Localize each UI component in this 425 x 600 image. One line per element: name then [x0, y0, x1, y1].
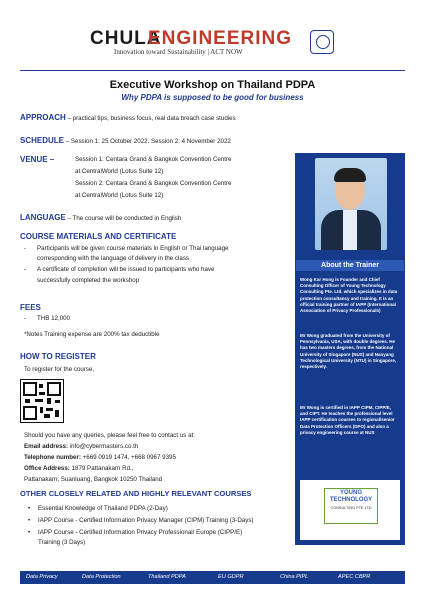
course-item-2: IAPP Course - Certified Information Privacy Manager (CIPM) Training (3-Days) [38, 517, 254, 524]
materials-bullet-2b: successfully completed the workshop [37, 277, 140, 284]
email-line [24, 443, 138, 450]
bullet-dash: - [24, 266, 27, 273]
approach-label: APPROACH [20, 113, 66, 122]
schedule-line [20, 130, 420, 148]
office-label: Office Address: [24, 465, 70, 472]
phone-value: +669 0919 1474, +668 0967 9395 [80, 454, 176, 461]
bullet-icon: • [28, 505, 31, 512]
office-value-2: Pattanakarn, Suanluang, Bangkok 10250 Thailand [24, 476, 163, 483]
phone-label: Telephone number: [24, 454, 81, 461]
logo-text-young: YOUNG [339, 490, 362, 496]
venue-line-3: Session 2: Centara Grand & Bangkok Convention Centre [75, 180, 232, 187]
qr-code-icon[interactable] [20, 379, 64, 423]
language-text: – The course will be conducted in English [65, 215, 182, 222]
phone-line [24, 454, 176, 461]
young-technology-logo [300, 480, 400, 540]
materials-bullet-2a: A certificate of completion will be issued to participants who have [37, 266, 215, 273]
venue-line-1: Session 1: Centara Grand & Bangkok Convention Centre [75, 156, 232, 163]
register-intro: To register for the course, [24, 366, 95, 373]
email-link[interactable]: info@cybermasters.co.th [68, 443, 139, 450]
trainer-bio-2: Mr Wong graduated from the University of Pennsylvania, USA, with double degrees. He has two masters degrees, from the National University of Singapore (NUS) and Nanyang Technological University (NTU) in Singapore, respectively. [300, 333, 397, 370]
venue-line-2: at CentralWorld (Lotus Suite 12) [75, 168, 164, 175]
fees-heading: FEES [20, 303, 41, 312]
footer-tag-apec-cbpr: APEC CBPR [338, 574, 371, 580]
schedule-text: – Session 1: 25 October 2022. Session 2: 4 November 2022 [64, 138, 231, 145]
other-courses-heading: OTHER CLOSELY RELATED AND HIGHLY RELEVANT COURSES [20, 489, 252, 498]
logo-text-consulting: CONSULTING PTE LTD [330, 506, 372, 510]
office-line [24, 465, 134, 472]
approach-text: – practical tips, business focus, real data breach case studies [65, 115, 236, 122]
footer-tag-china-pipl: China PIPL [280, 574, 309, 580]
page-title: Executive Workshop on Thailand PDPA [109, 79, 316, 91]
logo-engineering: ENGINEERING [148, 28, 293, 49]
bullet-dash: - [24, 245, 27, 252]
header-divider [20, 70, 405, 71]
language-line [20, 207, 300, 225]
office-value-1: 1879 Pattanakarn Rd., [69, 465, 134, 472]
course-item-3a: IAPP Course - Certified Information Privacy Professional/ Europe (CIPP/E) [38, 529, 243, 536]
course-item-1: Essential Knowledge of Thailand PDPA (2-Day) [38, 505, 168, 512]
register-heading: HOW TO REGISTER [20, 352, 96, 361]
trainer-bio-1: Wong Kar Hong is Founder and Chief Consulting Officer of Young Technology Consulting Pte. Ltd. which specializes in data protection consultancy and training. It is an official training partner of IAPP (International Association of Privacy Professionals) [300, 277, 398, 314]
photo-hair [334, 168, 366, 182]
materials-bullet-1b: corresponding with the language of delivery in the class [37, 255, 190, 262]
bullet-dash: - [24, 315, 27, 322]
page-subtitle: Why PDPA is supposed to be good for business [121, 93, 304, 102]
logo-tagline: Innovation toward Sustainability | ACT NOW [114, 48, 243, 56]
language-label: LANGUAGE [20, 213, 66, 222]
logo-text-technology: TECHNOLOGY [329, 497, 373, 503]
fees-amount: THB 12,000 [37, 315, 71, 322]
email-label: Email address: [24, 443, 69, 450]
footer-tag-eu-gdpr: EU GDPR [218, 574, 244, 580]
approach-line [20, 107, 420, 125]
footer-bar [20, 571, 405, 584]
course-item-3b: Training (3 Days) [38, 539, 86, 546]
photo-shirt [343, 210, 357, 250]
venue-line-4: at CentralWorld (Lotus Suite 12) [75, 192, 164, 199]
schedule-label: SCHEDULE [20, 136, 65, 145]
venue-label: VENUE – [20, 155, 55, 164]
logo-chula: CHULA [90, 28, 162, 49]
footer-tag-thailand-pdpa: Thailand PDPA [148, 574, 186, 580]
badge-icon [310, 30, 334, 54]
materials-bullet-1a: Participants will be given course materials in English or Thai language [37, 245, 229, 252]
footer-tag-data-privacy: Data Privacy [26, 574, 58, 580]
materials-heading: COURSE MATERIALS AND CERTIFICATE [20, 232, 177, 241]
bullet-icon: • [28, 529, 31, 536]
fees-note: *Notes Training expense are 200% tax deductible [24, 331, 160, 338]
trainer-heading: About the Trainer [296, 260, 404, 271]
footer-tag-data-protection: Data Protection [82, 574, 121, 580]
trainer-bio-3: Mr Wong is certified in IAPP CIPM, CIPP/E, and CIPT. He teaches the professional level IAPP certification courses to regional/senior Data Protection Officers (DPO) and also a privacy engineering course at NUS [300, 405, 395, 435]
trainer-photo [315, 158, 387, 250]
register-query: Should you have any queries, please feel free to contact us at: [24, 432, 195, 439]
bullet-icon: • [28, 517, 31, 524]
